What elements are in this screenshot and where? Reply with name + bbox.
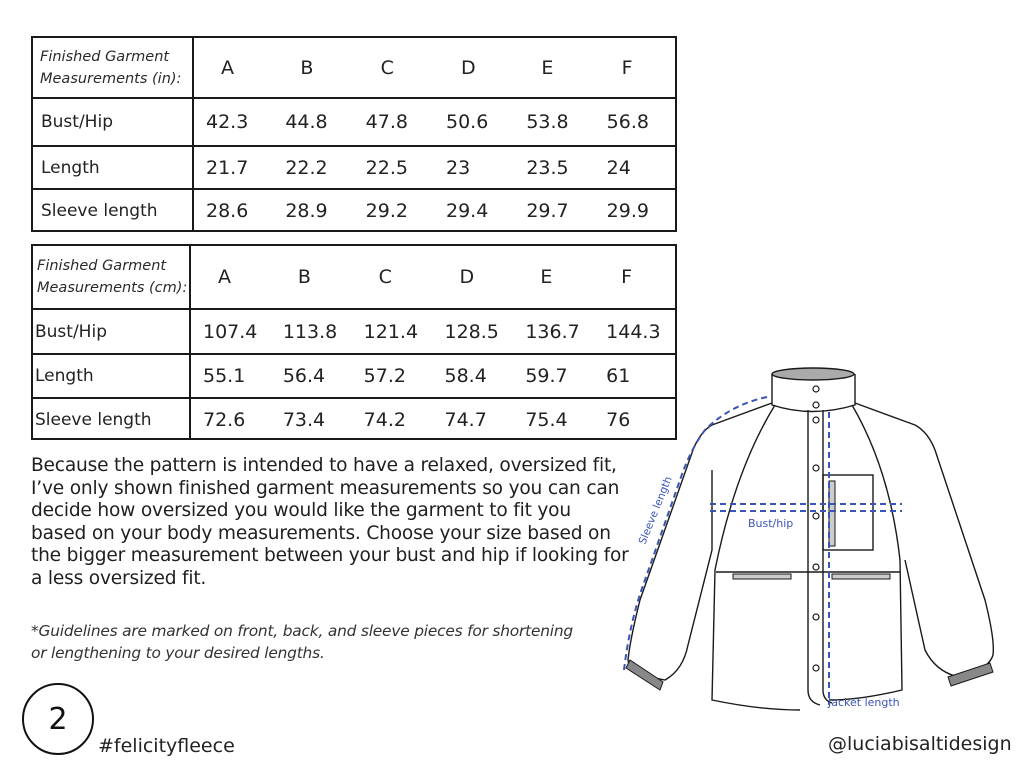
table-header-row (33, 38, 675, 98)
jacket-length-label: Jacket length (828, 696, 900, 709)
jacket-flat-illustration (600, 360, 1010, 720)
table-header-label (33, 38, 193, 98)
size-col-b: B (273, 38, 353, 98)
header-line-2: Measurements (in): (40, 70, 182, 87)
size-col-b: B (271, 246, 352, 309)
cell: 28.9 (273, 189, 353, 232)
measurement-guides (624, 397, 902, 705)
cell: 56.4 (271, 354, 352, 398)
size-col-a: A (190, 246, 271, 309)
cell: 144.3 (594, 309, 675, 354)
size-col-a: A (193, 38, 273, 98)
cell: 29.9 (595, 189, 675, 232)
cell: 55.1 (190, 354, 271, 398)
table-row (33, 146, 675, 189)
size-col-d: D (432, 246, 513, 309)
cell: 74.7 (432, 398, 513, 440)
cell: 76 (594, 398, 675, 440)
size-col-c: C (352, 246, 433, 309)
table-row (33, 309, 675, 354)
row-label: Bust/Hip (33, 98, 193, 146)
cell: 74.2 (352, 398, 433, 440)
cell: 24 (595, 146, 675, 189)
table-header-row (33, 246, 675, 309)
cell: 42.3 (193, 98, 273, 146)
size-col-d: D (434, 38, 514, 98)
note-line-2: or lengthening to your desired lengths. (31, 644, 325, 662)
cell: 107.4 (190, 309, 271, 354)
page-number: 2 (48, 701, 68, 737)
size-col-e: E (513, 246, 594, 309)
bust-hip-label: Bust/hip (748, 517, 794, 530)
cell: 22.2 (273, 146, 353, 189)
cell: 44.8 (273, 98, 353, 146)
table-header-label (33, 246, 190, 309)
zipper-details (733, 481, 890, 579)
row-label: Bust/Hip (33, 309, 190, 354)
note-line-1: *Guidelines are marked on front, back, and sleeve pieces for shortening (31, 622, 573, 640)
cell: 73.4 (271, 398, 352, 440)
cell: 113.8 (271, 309, 352, 354)
cell: 57.2 (352, 354, 433, 398)
row-label: Sleeve length (33, 189, 193, 232)
size-col-f: F (594, 246, 675, 309)
cell: 29.7 (514, 189, 594, 232)
cell: 47.8 (354, 98, 434, 146)
cell: 28.6 (193, 189, 273, 232)
cell: 72.6 (190, 398, 271, 440)
cell: 22.5 (354, 146, 434, 189)
cell: 53.8 (514, 98, 594, 146)
page-number-badge (22, 683, 94, 755)
cell: 136.7 (513, 309, 594, 354)
cell: 59.7 (513, 354, 594, 398)
hashtag: #felicityfleece (98, 735, 235, 757)
size-col-c: C (354, 38, 434, 98)
table-row (33, 189, 675, 232)
row-label: Length (33, 354, 190, 398)
cell: 58.4 (432, 354, 513, 398)
size-col-f: F (595, 38, 675, 98)
cell: 29.4 (434, 189, 514, 232)
row-label: Length (33, 146, 193, 189)
sizing-explanation: Because the pattern is intended to have a relaxed, oversized fit, I’ve only shown finished garment measurements so you can can decide how oversized you would like the garment to fit you based on your body measurements. Choose your size based on the bigger measurement between your bust and hip if looking for a less oversized fit. (31, 455, 629, 589)
cell: 61 (594, 354, 675, 398)
cell: 50.6 (434, 98, 514, 146)
measurements-table-cm (31, 244, 677, 440)
header-line-1: Finished Garment (37, 258, 167, 274)
cell: 23 (434, 146, 514, 189)
row-label: Sleeve length (33, 398, 190, 440)
header-line-2: Measurements (cm): (37, 280, 188, 296)
header-line-1: Finished Garment (40, 48, 170, 65)
table-row (33, 398, 675, 440)
measurements-table-inches (31, 36, 677, 232)
sleeve-length-label: Sleeve length (636, 474, 675, 547)
table-row (33, 354, 675, 398)
cell: 128.5 (432, 309, 513, 354)
jacket-outline (628, 368, 993, 710)
social-handle: @luciabisaltidesign (828, 733, 1012, 755)
guidelines-note (31, 620, 631, 664)
table-row (33, 98, 675, 146)
cell: 23.5 (514, 146, 594, 189)
cell: 21.7 (193, 146, 273, 189)
snap-buttons (813, 386, 819, 671)
cell: 121.4 (352, 309, 433, 354)
size-col-e: E (514, 38, 594, 98)
cell: 56.8 (595, 98, 675, 146)
cell: 29.2 (354, 189, 434, 232)
cell: 75.4 (513, 398, 594, 440)
